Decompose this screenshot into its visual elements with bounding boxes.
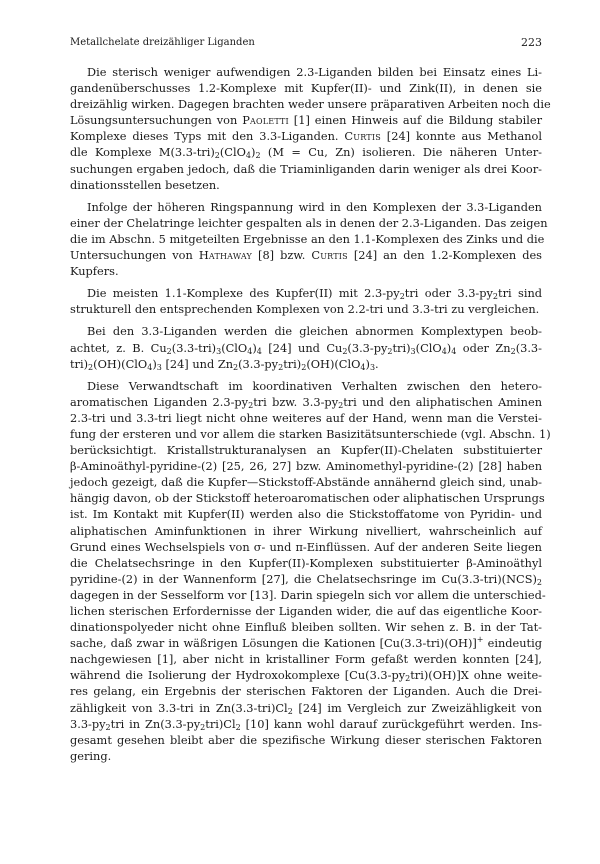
subscript: 2 (287, 706, 293, 716)
subscript: 2 (235, 722, 241, 732)
text-line: Komplexe dieses Typs mit den 3.3-Liganden. Curtis [24] konnte aus Methanol (70, 129, 542, 144)
running-head (70, 36, 542, 50)
subscript: 2 (510, 346, 516, 356)
author-name: Paoletti (242, 113, 289, 128)
text-line: berücksichtigt. Kristallstrukturanalysen an Kupfer(II)-Chelaten substituierter (70, 443, 542, 458)
text-line: Die sterisch weniger aufwendigen 2.3-Liganden bilden bei Einsatz eines Li- (87, 65, 542, 79)
subscript: 2 (214, 151, 220, 161)
author-name: Curtis (311, 248, 348, 263)
text-line: $tri)_2(OH)(ClO_4)_3$ [24] und $Zn_2(3.3-py_2tri)_2(OH)(ClO_4)_3$. (70, 356, 379, 372)
text-line: die im Abschn. 5 mitgeteilten Ergebnisse an den 1.1-Komplexen des Zinks und die (70, 231, 545, 246)
subscript: 4 (247, 346, 253, 356)
subscript: 2 (405, 674, 411, 684)
text-line: gering. (70, 748, 112, 763)
text-line: strukturell den entsprechenden Komplexen von 2.2-tri und 3.3-tri zu vergleichen. (70, 302, 540, 317)
text-line: Diese Verwandtschaft im koordinativen Verhalten zwischen den hetero- (87, 378, 542, 393)
text-line: einer der Chelatringe leichter gespalten als in denen der 2.3-Liganden. Das zeigen (70, 215, 548, 230)
subscript: 4 (256, 346, 262, 356)
subscript: 3 (216, 346, 222, 356)
subscript: 3 (156, 362, 162, 372)
subscript: 4 (360, 362, 366, 372)
subscript: 2 (492, 292, 499, 302)
superscript: + (476, 635, 484, 645)
running-title: Metallchelate dreizähliger Liganden (70, 37, 255, 48)
paragraph (70, 378, 551, 764)
subscript: 3 (369, 362, 376, 372)
text-line: jedoch gezeigt, daß die Kupfer—Stickstoff-Abstände annähernd gleich sind, unab- (70, 475, 542, 490)
text-line: Lösungsuntersuchungen von Paoletti [1] einen Hinweis auf die Bildung stabiler (70, 113, 542, 128)
text-line: ist. Im Kontakt mit Kupfer(II) werden also die Stickstoffatome von Pyridin- und (70, 507, 542, 522)
text-line: lichen sterischen Erfordernisse der Liganden wider, die auf das eigentliche Koor- (70, 604, 542, 618)
text-line: aliphatischen Aminfunktionen in ihrer Wirkung nivelliert, wahrscheinlich auf (70, 523, 542, 538)
subscript: 2 (88, 362, 94, 372)
subscript: 2 (387, 346, 393, 356)
text-line: gandenüberschusses 1.2-Komplexe mit Kupfer(II)- und Zink(II), in denen sie (70, 81, 542, 96)
text-line: Kupfers. (70, 264, 119, 279)
subscript: 2 (255, 151, 261, 161)
subscript: 2 (233, 362, 239, 372)
text-line: hängig davon, ob der Stickstoff heteroaromatischen oder aliphatischen Ursprungs (70, 491, 545, 506)
text-line: dreizählig wirken. Dagegen brachten weder unsere präparativen Arbeiten noch die (70, 97, 551, 112)
text-line: sache, daß zwar in wäßrigen Lösungen die Kationen [Cu(3.3-tri)(OH)]+ eindeutig (70, 635, 542, 651)
text-line: Grund eines Wechselspiels von σ- und π-Einflüssen. Auf der anderen Seite liegen (70, 539, 542, 554)
subscript: 4 (245, 151, 252, 161)
author-name: Curtis (344, 129, 381, 144)
text-line: nachgewiesen [1], aber nicht in kristalliner Form gefaßt werden konnten [24], (70, 652, 542, 667)
text-line: Infolge der höheren Ringspannung wird in den Komplexen der 3.3-Liganden (87, 199, 542, 214)
text-line: die Chelatsechsringe in den Kupfer(II)-Komplexen substituierter β-Aminoäthyl (70, 555, 542, 570)
text-line: 2.3-tri und 3.3-tri liegt nicht ohne weiteres auf der Hand, wenn man die Verstei- (70, 410, 542, 425)
text-line: Die meisten 1.1-Komplexe des Kupfer(II) mit $2.3-py_2tri$ oder $3.3-py_2tri$ sind (87, 286, 543, 302)
text-line: zähligkeit von 3.3-tri in $Zn(3.3-tri)Cl_2$ [24] im Vergleich zur Zweizähligkeit von (70, 700, 542, 716)
subscript: 2 (166, 346, 172, 356)
paragraph (70, 64, 551, 193)
subscript: 2 (399, 292, 405, 302)
text-line: während die Isolierung der Hydroxokomplexe $[Cu(3.3-py_2tri)(OH)]X$ ohne weite- (70, 668, 542, 684)
body-text (70, 64, 551, 764)
subscript: 4 (441, 346, 447, 356)
text-line: pyridine-(2) in der Wannenform [27], die Chelatsechsringe im $Cu(3.3-tri)(NCS)_2$ (70, 571, 542, 587)
subscript: 2 (338, 400, 344, 410)
text-line: dagegen in der Sesselform vor [13]. Darin spiegeln sich vor allem die unterschied- (70, 587, 546, 602)
subscript: 2 (200, 722, 206, 732)
text-line: achtet, z. B. $Cu_2(3.3-tri)_3(ClO_4)_4$ [24] und $Cu_2(3.3-py_2tri)_3(ClO_4)_4$ oder $Zn_2(3.3-$ (70, 340, 542, 356)
text-line: dinationspolyeder nicht ohne Einfluß bleiben sollten. Wir sehen z. B. in der Tat- (70, 620, 542, 635)
text-line: β-Aminoäthyl-pyridine-(2) [25, 26, 27] bzw. Aminomethyl-pyridine-(2) [28] haben (70, 459, 542, 474)
subscript: 2 (342, 346, 348, 356)
text-line: aromatischen Liganden $2.3-py_2tri$ bzw. $3.3-py_2tri$ und den aliphatischen Aminen (70, 394, 543, 410)
page-number: 223 (521, 36, 542, 49)
text-line: fung der ersteren und vor allem die starken Basizitätsunterschiede (vgl. Abschn. 1) (70, 426, 551, 441)
subscript: 4 (147, 362, 153, 372)
text-line: Bei den 3.3-Liganden werden die gleichen abnormen Komplextypen beob- (87, 324, 542, 339)
text-line: Untersuchungen von Hathaway [8] bzw. Curtis [24] an den 1.2-Komplexen des (70, 248, 543, 263)
subscript: 4 (451, 346, 457, 356)
subscript: 2 (278, 362, 284, 372)
text-line: dle Komplexe $M(3.3-tri)_2(ClO_4)_2$ (M = Cu, Zn) isolieren. Die näheren Unter- (70, 145, 542, 161)
text-line: $3.3-py_2tri$ in $Zn(3.3-py_2tri)Cl_2$ [10] kann wohl darauf zurückgeführt werden. Ins- (70, 716, 542, 732)
subscript: 3 (410, 346, 416, 356)
author-name: Hathaway (198, 248, 252, 263)
paragraph (70, 323, 542, 371)
subscript: 2 (105, 722, 111, 732)
text-line: suchungen ergaben jedoch, daß die Triaminliganden darin weniger als drei Koor- (70, 161, 542, 176)
subscript: 2 (536, 577, 542, 587)
text-line: dinationsstellen besetzen. (70, 177, 220, 192)
subscript: 2 (301, 362, 307, 372)
paragraph (70, 285, 542, 317)
subscript: 2 (248, 400, 254, 410)
text-line: res gelang, ein Ergebnis der sterischen Faktoren der Liganden. Auch die Drei- (70, 684, 542, 699)
text-line: gesamt gesehen bleibt aber die spezifische Wirkung dieser sterischen Faktoren (70, 732, 542, 747)
paragraph (70, 199, 548, 279)
